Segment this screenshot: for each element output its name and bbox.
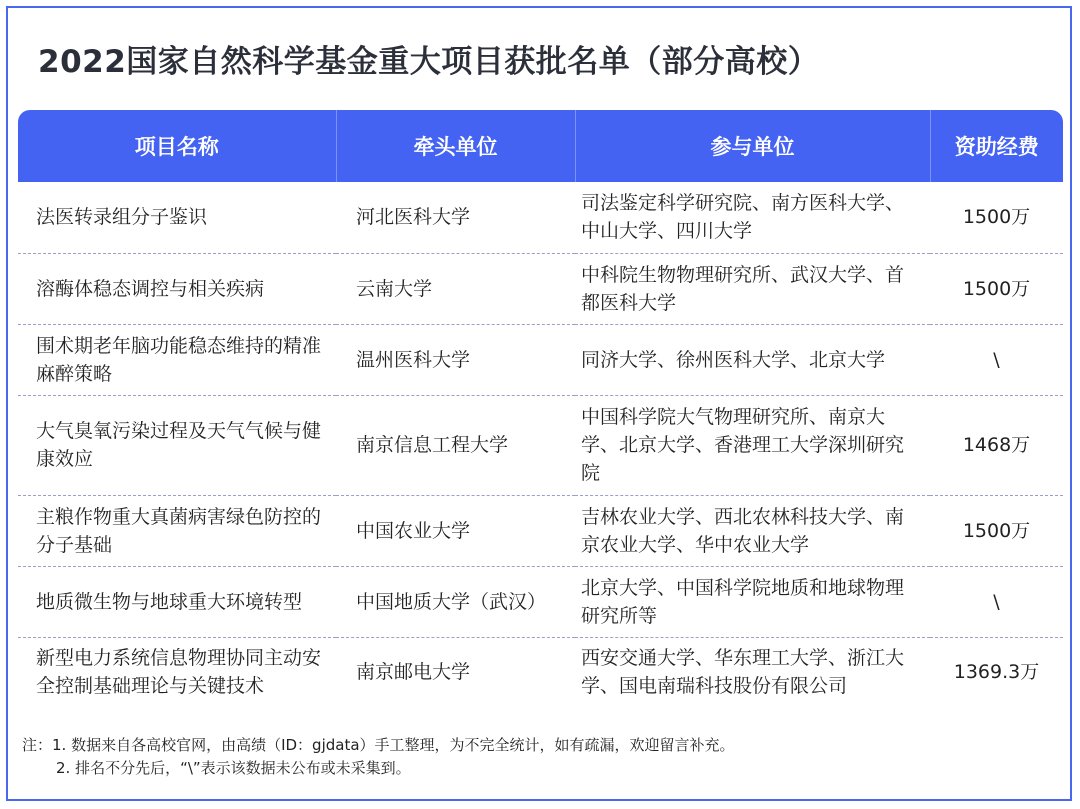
cell-project-name: 围术期老年脑功能稳态维持的精准麻醉策略 [18, 324, 336, 395]
cell-funding: 1500万 [930, 253, 1063, 324]
cell-project-name: 新型电力系统信息物理协同主动安全控制基础理论与关键技术 [36, 647, 322, 698]
table-row [18, 395, 1063, 495]
cell-funding: 1468万 [930, 395, 1063, 495]
header-project-name: 项目名称 [18, 110, 336, 182]
cell-lead-unit: 云南大学 [336, 253, 575, 324]
footnote-line-2: 2. 排名不分先后，“\”表示该数据未公布或未采集到。 [56, 759, 411, 777]
cell-project-name: 大气臭氧污染过程及天气气候与健康效应 [18, 395, 336, 495]
footnotes [22, 734, 735, 780]
cell-funding: \ [930, 566, 1063, 637]
cell-lead-unit: 南京邮电大学 [356, 661, 471, 684]
header-funding: 资助经费 [930, 110, 1063, 182]
cell-partner-units: 北京大学、中国科学院地质和地球物理研究所等 [575, 566, 930, 637]
table-row [18, 637, 1063, 707]
table-row [18, 324, 1063, 395]
projects-table [18, 110, 1063, 707]
table-row [18, 182, 1063, 253]
header-partner-units: 参与单位 [575, 110, 930, 182]
cell-lead-unit: 河北医科大学 [336, 182, 575, 253]
cell-project-name: 地质微生物与地球重大环境转型 [18, 566, 336, 637]
footnote-line-1: 注：1. 数据来自各高校官网，由高绩（ID：gjdata）手工整理，为不完全统计，如有疏漏，欢迎留言补充。 [22, 736, 735, 754]
page-title: 2022国家自然科学基金重大项目获批名单（部分高校） [38, 44, 820, 80]
cell-project-name: 溶酶体稳态调控与相关疾病 [18, 253, 336, 324]
cell-funding: 1500万 [930, 182, 1063, 253]
table-row [18, 495, 1063, 566]
cell-funding: 1369.3万 [953, 661, 1040, 684]
cell-partner-units: 吉林农业大学、西北农林科技大学、南京农业大学、华中农业大学 [575, 495, 930, 566]
cell-partner-units: 西安交通大学、华东理工大学、浙江大学、国电南瑞科技股份有限公司 [581, 647, 905, 698]
table-row [18, 566, 1063, 637]
table-row [18, 253, 1063, 324]
cell-funding: 1500万 [930, 495, 1063, 566]
table-header-row [18, 110, 1063, 182]
cell-lead-unit: 南京信息工程大学 [336, 395, 575, 495]
cell-lead-unit: 中国地质大学（武汉） [336, 566, 575, 637]
cell-funding: \ [930, 324, 1063, 395]
cell-partner-units: 中国科学院大气物理研究所、南京大学、北京大学、香港理工大学深圳研究院 [575, 395, 930, 495]
cell-partner-units: 中科院生物物理研究所、武汉大学、首都医科大学 [575, 253, 930, 324]
cell-lead-unit: 温州医科大学 [336, 324, 575, 395]
cell-partner-units: 司法鉴定科学研究院、南方医科大学、中山大学、四川大学 [575, 182, 930, 253]
cell-project-name: 法医转录组分子鉴识 [18, 182, 336, 253]
header-lead-unit: 牵头单位 [336, 110, 575, 182]
cell-partner-units: 同济大学、徐州医科大学、北京大学 [575, 324, 930, 395]
cell-project-name: 主粮作物重大真菌病害绿色防控的分子基础 [18, 495, 336, 566]
cell-lead-unit: 中国农业大学 [336, 495, 575, 566]
